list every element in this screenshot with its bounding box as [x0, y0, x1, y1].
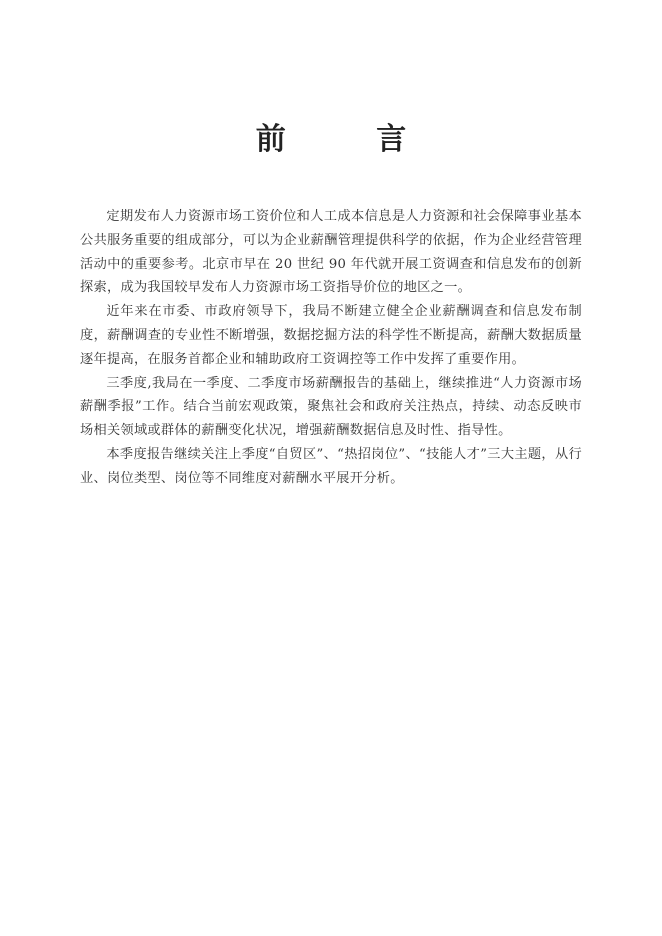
preface-body [80, 205, 582, 491]
paragraph: 本季度报告继续关注上季度“自贸区”、“热招岗位”、“技能人才”三大主题，从行业、岗位类型、岗位等不同维度对薪酬水平展开分析。 [80, 446, 582, 486]
paragraph: 定期发布人力资源市场工资价位和人工成本信息是人力资源和社会保障事业基本公共服务重要的组成部分，可以为企业薪酬管理提供科学的依据，作为企业经营管理活动中的重要参考。北京市早在 20 世纪 90 年代就开展工资调查和信息发布的创新探索，成为我国较早发布人力资源市场工资指导价位的地区之一。 [80, 209, 582, 296]
paragraph: 三季度,我局在一季度、二季度市场薪酬报告的基础上，继续推进“人力资源市场薪酬季报”工作。结合当前宏观政策，聚焦社会和政府关注热点，持续、动态反映市场相关领域或群体的薪酬变化状况，增强薪酬数据信息及时性、指导性。 [80, 375, 582, 439]
paragraph: 近年来在市委、市政府领导下，我局不断建立健全企业薪酬调查和信息发布制度，薪酬调查的专业性不断增强，数据挖掘方法的科学性不断提高，薪酬大数据质量逐年提高，在服务首都企业和辅助政府工资调控等工作中发挥了重要作用。 [80, 304, 582, 367]
page-title: 前 言 [255, 122, 447, 157]
